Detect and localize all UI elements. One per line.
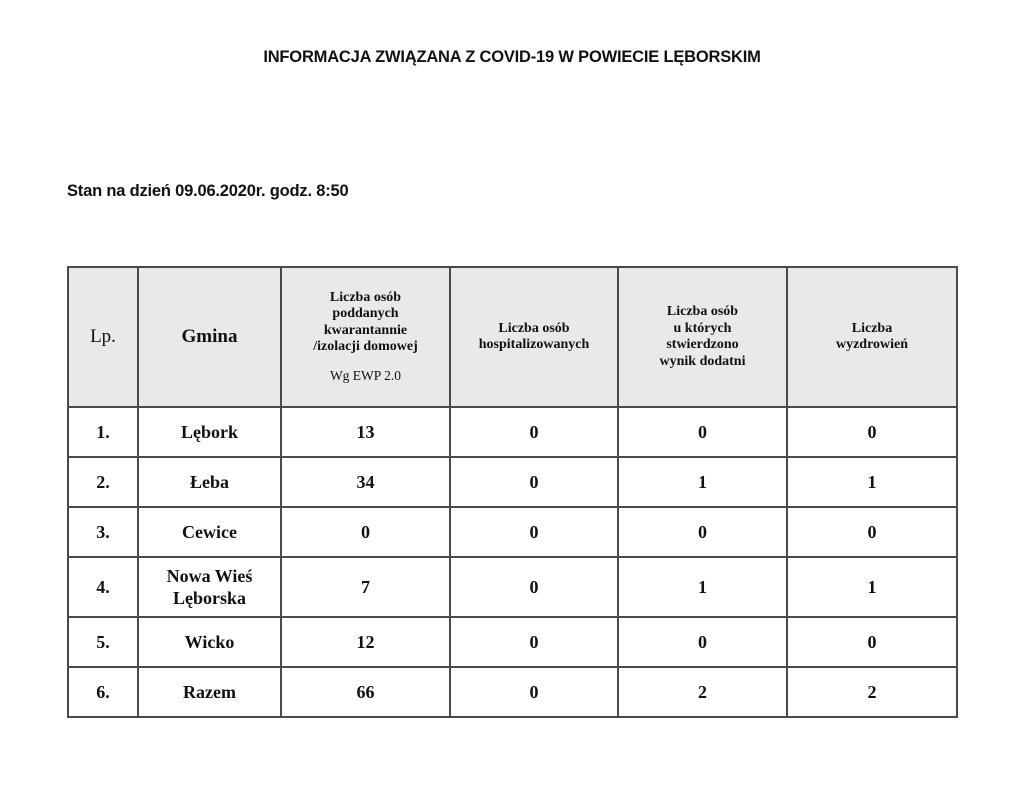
header-recovered-line: Liczba [851,320,893,336]
gmina-line: Lęborska [172,588,246,608]
header-gmina: Gmina [138,267,281,407]
header-quarantine-line: poddanych [332,306,399,322]
cell-recovered: 1 [787,557,957,617]
document-title: INFORMACJA ZWIĄZANA Z COVID-19 W POWIECIE LĘBORSKIM [263,48,761,66]
cell-gmina [138,557,281,617]
cell-recovered: 2 [787,667,957,717]
header-quarantine [281,267,450,407]
cell-hospitalized: 0 [450,617,618,667]
header-positive-line: wynik dodatni [659,353,746,369]
cell-positive: 1 [618,557,787,617]
cell-gmina [138,457,281,507]
table-row [68,407,957,457]
header-hospitalized-line: Liczba osób [498,320,570,336]
cell-hospitalized: 0 [450,457,618,507]
header-row [68,267,957,407]
header-positive-line: Liczba osób [666,304,739,319]
gmina-line: Nowa Wieś [166,566,253,586]
cell-hospitalized: 0 [450,557,618,617]
table-row-total [68,667,957,717]
cell-quarantine: 12 [281,617,450,667]
cell-recovered: 0 [787,617,957,667]
header-quarantine-note: Wg EWP 2.0 [329,367,402,383]
cell-gmina [138,667,281,717]
cell-quarantine: 7 [281,557,450,617]
covid-table [67,266,958,718]
cell-hospitalized: 0 [450,667,618,717]
gmina-line: Wicko [184,632,235,652]
cell-positive: 2 [618,667,787,717]
cell-lp: 1. [68,407,138,457]
cell-gmina [138,617,281,667]
header-quarantine-line: kwarantannie [323,322,408,338]
cell-positive: 0 [618,407,787,457]
cell-hospitalized: 0 [450,407,618,457]
cell-lp: 2. [68,457,138,507]
header-lp: Lp. [68,267,138,407]
header-quarantine-line: Liczba osób [329,289,402,305]
header-positive-line: u których [673,320,732,336]
gmina-line: Cewice [182,522,237,542]
header-positive-line: stwierdzono [666,337,739,352]
cell-positive: 1 [618,457,787,507]
cell-positive: 0 [618,617,787,667]
cell-hospitalized: 0 [450,507,618,557]
cell-recovered: 0 [787,507,957,557]
cell-quarantine: 13 [281,407,450,457]
table-row [68,507,957,557]
header-positive [618,267,787,407]
cell-quarantine: 34 [281,457,450,507]
header-hospitalized-line: hospitalizowanych [478,337,590,352]
header-quarantine-line: /izolacji domowej [313,339,418,355]
cell-gmina [138,507,281,557]
cell-quarantine: 0 [281,507,450,557]
gmina-line: Łeba [189,472,229,492]
cell-recovered: 0 [787,407,957,457]
cell-positive: 0 [618,507,787,557]
table-row [68,557,957,617]
gmina-line: Lębork [180,422,238,442]
gmina-line: Razem [183,682,236,702]
cell-lp: 5. [68,617,138,667]
header-recovered [787,267,957,407]
cell-lp: 3. [68,507,138,557]
header-recovered-line: wyzdrowień [835,337,909,352]
header-hospitalized [450,267,618,407]
table-row [68,457,957,507]
status-date: Stan na dzień 09.06.2020r. godz. 8:50 [67,182,349,200]
cell-quarantine: 66 [281,667,450,717]
table-row [68,617,957,667]
cell-lp: 4. [68,557,138,617]
cell-gmina [138,407,281,457]
cell-recovered: 1 [787,457,957,507]
cell-lp: 6. [68,667,138,717]
